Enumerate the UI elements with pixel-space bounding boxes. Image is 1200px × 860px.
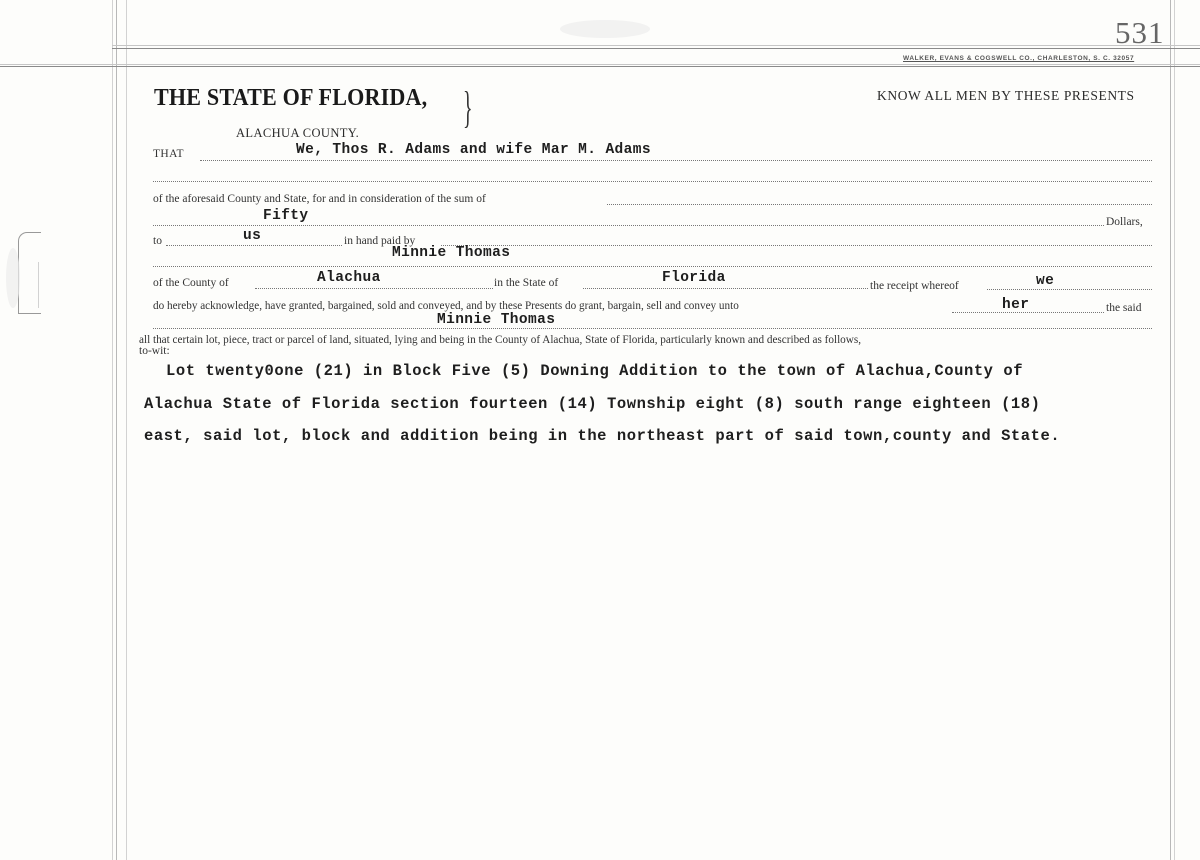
brace-glyph: } xyxy=(463,83,473,132)
printer-imprint: WALKER, EVANS & COGSWELL CO., CHARLESTON, S. C. 32057 xyxy=(903,55,1135,62)
county-heading: ALACHUA COUNTY. xyxy=(236,126,360,140)
convey-unto-text: her xyxy=(1002,297,1030,313)
receipt-label: the receipt whereof xyxy=(870,280,959,292)
acknowledge-clause: do hereby acknowledge, have granted, bargained, sold and conveyed, and by these Presents do grant, bargain, sell and convey unto xyxy=(153,300,739,312)
left-margin-rule xyxy=(112,0,113,860)
description-line-2: Alachua State of Florida section fourteen (14) Township eight (8) south range eighteen (18) xyxy=(144,395,1041,413)
county-line xyxy=(255,288,493,289)
description-line-1: Lot twenty0one (21) in Block Five (5) Downing Addition to the town of Alachua,County of xyxy=(166,362,1024,380)
paid-to-text: us xyxy=(243,228,262,244)
said-grantee-text: Minnie Thomas xyxy=(437,312,556,328)
that-label: THAT xyxy=(153,148,184,160)
said-grantee-line xyxy=(153,328,1152,329)
land-clause: all that certain lot, piece, tract or parcel of land, situated, lying and being in the County of Alachua, State of Florida, particularly known and described as follows, xyxy=(139,334,862,346)
state-text: Florida xyxy=(662,270,726,286)
to-wit-label: to-wit: xyxy=(139,345,170,357)
consideration-label: of the aforesaid County and State, for and in consideration of the sum of xyxy=(153,193,486,205)
state-line xyxy=(583,288,868,289)
county-text: Alachua xyxy=(317,270,381,286)
the-said-label: the said xyxy=(1106,302,1142,314)
left-margin-rule-3 xyxy=(126,0,127,860)
separator-line xyxy=(153,266,1152,267)
in-state-label: in the State of xyxy=(494,277,559,289)
top-rule-4 xyxy=(0,66,1200,67)
deed-title: THE STATE OF FLORIDA, xyxy=(154,85,428,111)
sum-line xyxy=(153,225,1104,226)
grantor-line xyxy=(200,160,1152,161)
scan-smudge-top xyxy=(560,20,650,38)
grantors-text: We, Thos R. Adams and wife Mar M. Adams xyxy=(296,142,651,158)
know-all-men-heading: KNOW ALL MEN BY THESE PRESENTS xyxy=(877,88,1135,103)
top-rule-2 xyxy=(112,48,1200,49)
description-line-3: east, said lot, block and addition being in the northeast part of said town,county and State. xyxy=(144,427,1061,445)
top-rule-1 xyxy=(112,45,1200,46)
consideration-line xyxy=(607,204,1152,205)
sum-words: Fifty xyxy=(263,208,309,224)
top-rule-3 xyxy=(0,64,1200,65)
right-margin-rule xyxy=(1170,0,1171,860)
dollars-label: Dollars, xyxy=(1106,216,1143,228)
grantee-text: Minnie Thomas xyxy=(392,245,511,261)
page-number: 531 xyxy=(1115,15,1165,50)
right-margin-rule-2 xyxy=(1174,0,1175,860)
grantor-line-2 xyxy=(153,181,1152,182)
of-county-label: of the County of xyxy=(153,277,229,289)
to-line xyxy=(166,245,342,246)
receipt-line xyxy=(987,289,1152,290)
paid-by-label: in hand paid by xyxy=(344,235,416,247)
paid-by-line xyxy=(441,245,1152,246)
receipt-party-text: we xyxy=(1036,273,1055,289)
to-label: to xyxy=(153,235,162,247)
margin-tick xyxy=(38,262,39,308)
scan-smudge xyxy=(6,248,20,308)
left-margin-rule-2 xyxy=(116,0,117,860)
